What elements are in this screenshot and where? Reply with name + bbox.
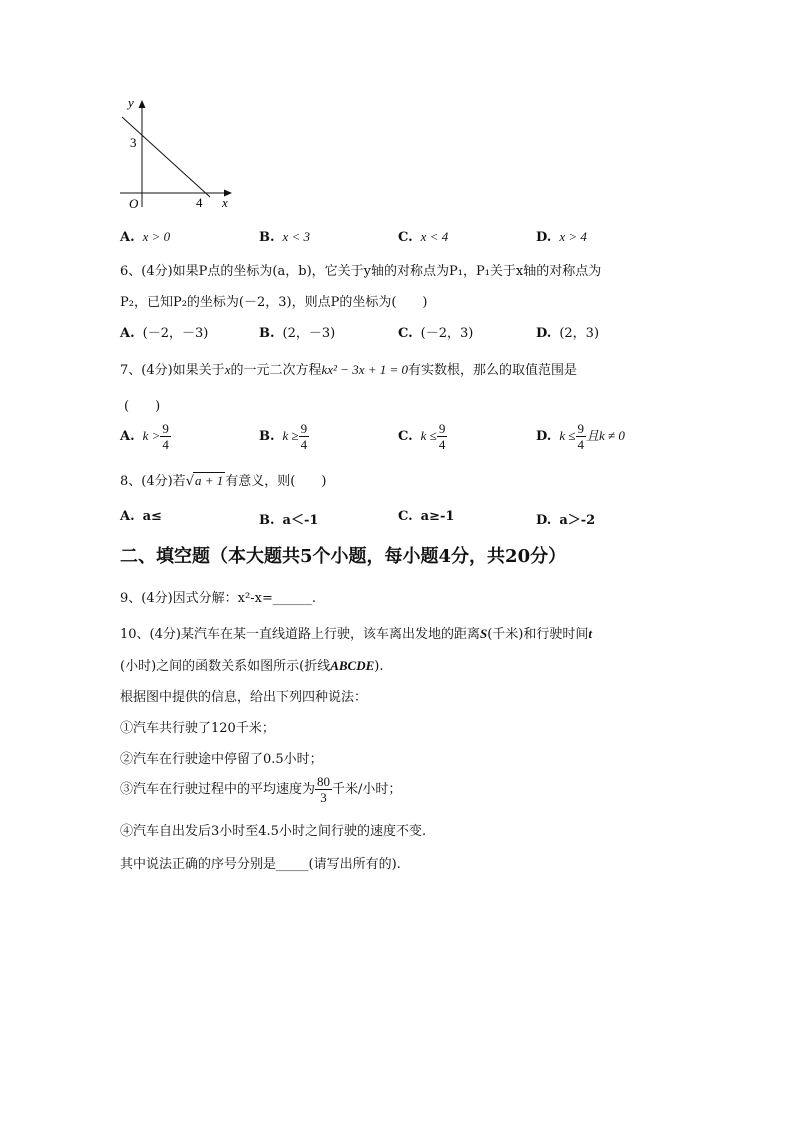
option-text: (－2，－3) — [142, 326, 209, 341]
option-text: (－2，3) — [420, 326, 474, 341]
option-text: x < 4 — [420, 229, 449, 244]
q6-option-b[interactable] — [259, 322, 335, 341]
q10-statement-2: ②汽车在行驶途中停留了0.5小时； — [120, 752, 323, 767]
q9: 9、(4分)因式分解：x²-x=______. — [120, 591, 316, 606]
fraction — [576, 421, 587, 452]
option-label: D. — [536, 429, 552, 444]
q8-option-b[interactable] — [259, 509, 318, 528]
q10-line1 — [120, 623, 592, 642]
q5-option-d[interactable] — [536, 229, 587, 245]
q7-answer-paren: ( ) — [124, 399, 161, 414]
option-label: A. — [120, 326, 135, 341]
option-text: a＞-2 — [559, 513, 596, 528]
numerator: 9 — [577, 421, 584, 436]
y-tick-label: 3 — [130, 135, 137, 150]
option-label: A. — [120, 429, 135, 444]
q7-equation: kx² − 3x + 1 = 0 — [321, 362, 409, 377]
q10-statement-3 — [120, 774, 401, 805]
option-label: C. — [398, 509, 413, 524]
q8-prefix: 8、(4分)若 — [120, 474, 186, 489]
q5-option-a[interactable] — [120, 229, 170, 245]
q10-statement-1: ①汽车共行驶了120千米； — [120, 721, 275, 736]
option-label: B. — [259, 230, 275, 245]
q10-var-t: t — [588, 626, 592, 641]
q8-stem — [120, 470, 326, 489]
option-label: C. — [398, 230, 413, 245]
section-heading: 二、填空题（本大题共5个小题，每小题4分，共20分） — [120, 546, 567, 567]
option-relation: k > — [142, 428, 161, 443]
option-label: B. — [259, 326, 275, 341]
option-text: a≤ — [142, 509, 162, 524]
denominator: 4 — [438, 437, 446, 452]
q7-prefix: 7、(4分)如果关于 — [120, 363, 225, 378]
radical-sign: √ — [185, 474, 194, 489]
q10-text: 10、(4分)某汽车在某一直线道路上行驶，该车离出发地的距离 — [120, 627, 480, 642]
denominator: 3 — [320, 790, 327, 805]
q8-option-d[interactable] — [536, 509, 595, 528]
y-axis-arrow — [139, 100, 146, 108]
function-line — [122, 117, 210, 197]
q10-text: (千米)和行驶时间 — [487, 627, 589, 642]
q7-stem — [120, 359, 577, 378]
q6-line1: 6、(4分)如果P点的坐标为(a，b)，它关于y轴的对称点为P₁，P₁关于x轴的对称点为 — [120, 264, 602, 279]
q10-text: (小时)之间的函数关系如图所示(折线 — [120, 659, 331, 674]
q10-question: 其中说法正确的序号分别是_____(请写出所有的). — [120, 857, 401, 872]
q6-option-c[interactable] — [398, 322, 473, 341]
option-relation: k ≤ — [559, 428, 576, 443]
denominator: 4 — [162, 437, 169, 452]
q7-variable: x — [224, 362, 231, 377]
numerator: 80 — [317, 774, 331, 789]
q7-option-b[interactable] — [259, 421, 309, 452]
x-tick-label: 4 — [196, 195, 203, 210]
option-label: B. — [259, 429, 275, 444]
option-relation: k ≤ — [420, 428, 437, 443]
option-extra: 且k ≠ 0 — [586, 428, 625, 443]
q8-option-a[interactable] — [120, 509, 162, 524]
q7-option-d[interactable] — [536, 421, 625, 452]
fraction — [160, 421, 171, 452]
numerator: 9 — [438, 421, 446, 436]
origin-label: O — [129, 196, 139, 211]
option-text: (2，－3) — [282, 326, 336, 341]
option-text: a＜-1 — [282, 513, 319, 528]
q6-option-a[interactable] — [120, 322, 208, 341]
q10-text: ③汽车在行驶过程中的平均速度为 — [120, 782, 316, 797]
q5-option-b[interactable] — [259, 229, 310, 245]
option-text: a≥-1 — [420, 509, 455, 524]
q5-option-c[interactable] — [398, 229, 448, 245]
q10-statement-4: ④汽车自出发后3小时至4.5小时之间行驶的速度不变. — [120, 824, 427, 839]
q7-suffix: 有实数根，那么的取值范围是 — [408, 363, 578, 378]
option-relation: k ≥ — [282, 428, 299, 443]
linear-function-graph — [110, 95, 245, 213]
denominator: 4 — [577, 437, 584, 452]
q10-line2 — [120, 655, 384, 674]
option-label: A. — [120, 230, 135, 245]
q10-var-s: S — [479, 626, 488, 641]
numerator: 9 — [300, 421, 308, 436]
option-label: D. — [536, 230, 552, 245]
option-label: A. — [120, 509, 135, 524]
fraction — [437, 421, 448, 452]
q10-polyline: ABCDE — [330, 658, 375, 673]
option-label: C. — [398, 429, 413, 444]
q10-intro: 根据图中提供的信息，给出下列四种说法： — [120, 690, 368, 705]
numerator: 9 — [162, 421, 169, 436]
q6-line2: P₂，已知P₂的坐标为(－2，3)，则点P的坐标为( ) — [120, 295, 428, 310]
fraction — [315, 774, 332, 805]
x-axis-label: x — [222, 195, 228, 210]
q8-suffix: 有意义，则( ) — [225, 474, 327, 489]
option-label: D. — [536, 513, 552, 528]
q7-mid: 的一元二次方程 — [230, 363, 322, 378]
option-label: D. — [536, 326, 552, 341]
q7-option-c[interactable] — [398, 421, 447, 452]
radicand: a + 1 — [194, 473, 224, 488]
option-label: B. — [259, 513, 275, 528]
fraction — [299, 421, 310, 452]
option-text: x > 4 — [559, 229, 587, 244]
option-text: x > 0 — [142, 229, 171, 244]
q10-text: 千米/小时； — [332, 782, 402, 797]
q6-option-d[interactable] — [536, 322, 599, 341]
q8-option-c[interactable] — [398, 509, 454, 524]
y-axis-label: y — [128, 95, 134, 110]
q10-text: ). — [374, 659, 384, 674]
denominator: 4 — [300, 437, 308, 452]
option-text: x < 3 — [282, 229, 311, 244]
option-text: (2，3) — [559, 326, 600, 341]
q7-option-a[interactable] — [120, 421, 171, 452]
option-label: C. — [398, 326, 413, 341]
